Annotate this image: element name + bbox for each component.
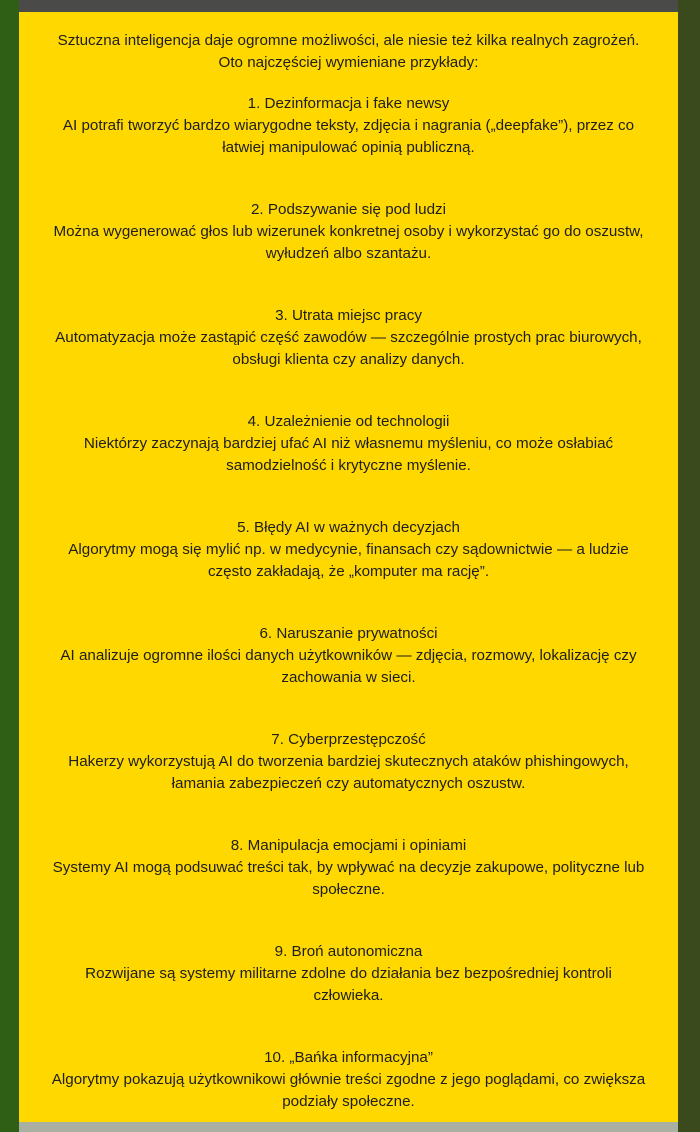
risk-item-desc-line: Niektórzy zaczynają bardziej ufać AI niż własnemu myśleniu, co może osłabiać (83, 435, 614, 452)
risk-item (29, 623, 668, 689)
left-background-strip (0, 0, 19, 1132)
risk-item-desc-line: Automatyzacja może zastąpić część zawodów — szczególnie prostych prac biurowych, (55, 329, 642, 346)
risk-item-desc-line: podziały społeczne. (282, 1093, 415, 1110)
risk-item-desc-line: AI analizuje ogromne ilości danych użytkowników — zdjęcia, rozmowy, lokalizację czy (60, 647, 637, 664)
risk-item-title: 5. Błędy AI w ważnych decyzjach (237, 519, 460, 536)
intro-line: Sztuczna inteligencja daje ogromne możliwości, ale niesie też kilka realnych zagrożeń. (57, 32, 640, 49)
risk-item (29, 517, 668, 583)
risk-item-title: 6. Naruszanie prywatności (259, 625, 438, 642)
risk-item-desc-line: łamania zabezpieczeń czy automatycznych oszustw. (171, 775, 526, 792)
risk-item-desc-line: AI potrafi tworzyć bardzo wiarygodne teksty, zdjęcia i nagrania („deepfake”), przez co (62, 117, 635, 134)
top-bar (19, 0, 678, 12)
risk-item-title: 4. Uzależnienie od technologii (247, 413, 450, 430)
risk-item-desc-line: Rozwijane są systemy militarne zdolne do działania bez bezpośredniej kontroli (85, 965, 612, 982)
bottom-bar (19, 1122, 678, 1132)
risk-item-title: 8. Manipulacja emocjami i opiniami (230, 837, 467, 854)
ai-risks-panel (19, 12, 678, 1122)
risk-item (29, 93, 668, 159)
risk-item-title: 9. Broń autonomiczna (274, 943, 423, 960)
risk-item-desc-line: Algorytmy mogą się mylić np. w medycynie, finansach czy sądownictwie — a ludzie (68, 541, 629, 558)
risk-item-title: 10. „Bańka informacyjna” (264, 1049, 433, 1066)
risk-item (29, 1047, 668, 1113)
risk-item (29, 835, 668, 901)
right-background-strip (678, 0, 700, 1132)
risk-item-desc-line: zachowania w sieci. (281, 669, 416, 686)
risk-item-title: 3. Utrata miejsc pracy (275, 307, 422, 324)
risk-item-title: 1. Dezinformacja i fake newsy (247, 95, 450, 112)
risk-item-desc-line: Można wygenerować głos lub wizerunek konkretnej osoby i wykorzystać go do oszustw, (53, 223, 644, 240)
risk-item-desc-line: Algorytmy pokazują użytkownikowi głównie treści zgodne z jego poglądami, co zwiększa (51, 1071, 646, 1088)
risk-item (29, 941, 668, 1007)
risk-item-desc-line: Hakerzy wykorzystują AI do tworzenia bardziej skutecznych ataków phishingowych, (68, 753, 629, 770)
risk-item (29, 305, 668, 371)
risk-item-desc-line: społeczne. (312, 881, 385, 898)
risk-item-desc-line: obsługi klienta czy analizy danych. (232, 351, 465, 368)
risk-item-title: 2. Podszywanie się pod ludzi (250, 201, 447, 218)
risk-item (29, 729, 668, 795)
risk-item-desc-line: Systemy AI mogą podsuwać treści tak, by wpływać na decyzje zakupowe, polityczne lub (52, 859, 645, 876)
risk-item-title: 7. Cyberprzestępczość (271, 731, 426, 748)
risk-item-desc-line: wyłudzeń albo szantażu. (265, 245, 432, 262)
risk-item-desc-line: łatwiej manipulować opinią publiczną. (222, 139, 475, 156)
intro-text (29, 30, 668, 74)
risk-item (29, 199, 668, 265)
risk-item-desc-line: człowieka. (313, 987, 384, 1004)
intro-line: Oto najczęściej wymieniane przykłady: (218, 54, 479, 71)
risk-item-desc-line: samodzielność i krytyczne myślenie. (226, 457, 471, 474)
risk-item-desc-line: często zakładają, że „komputer ma rację”. (207, 563, 490, 580)
risk-item (29, 411, 668, 477)
